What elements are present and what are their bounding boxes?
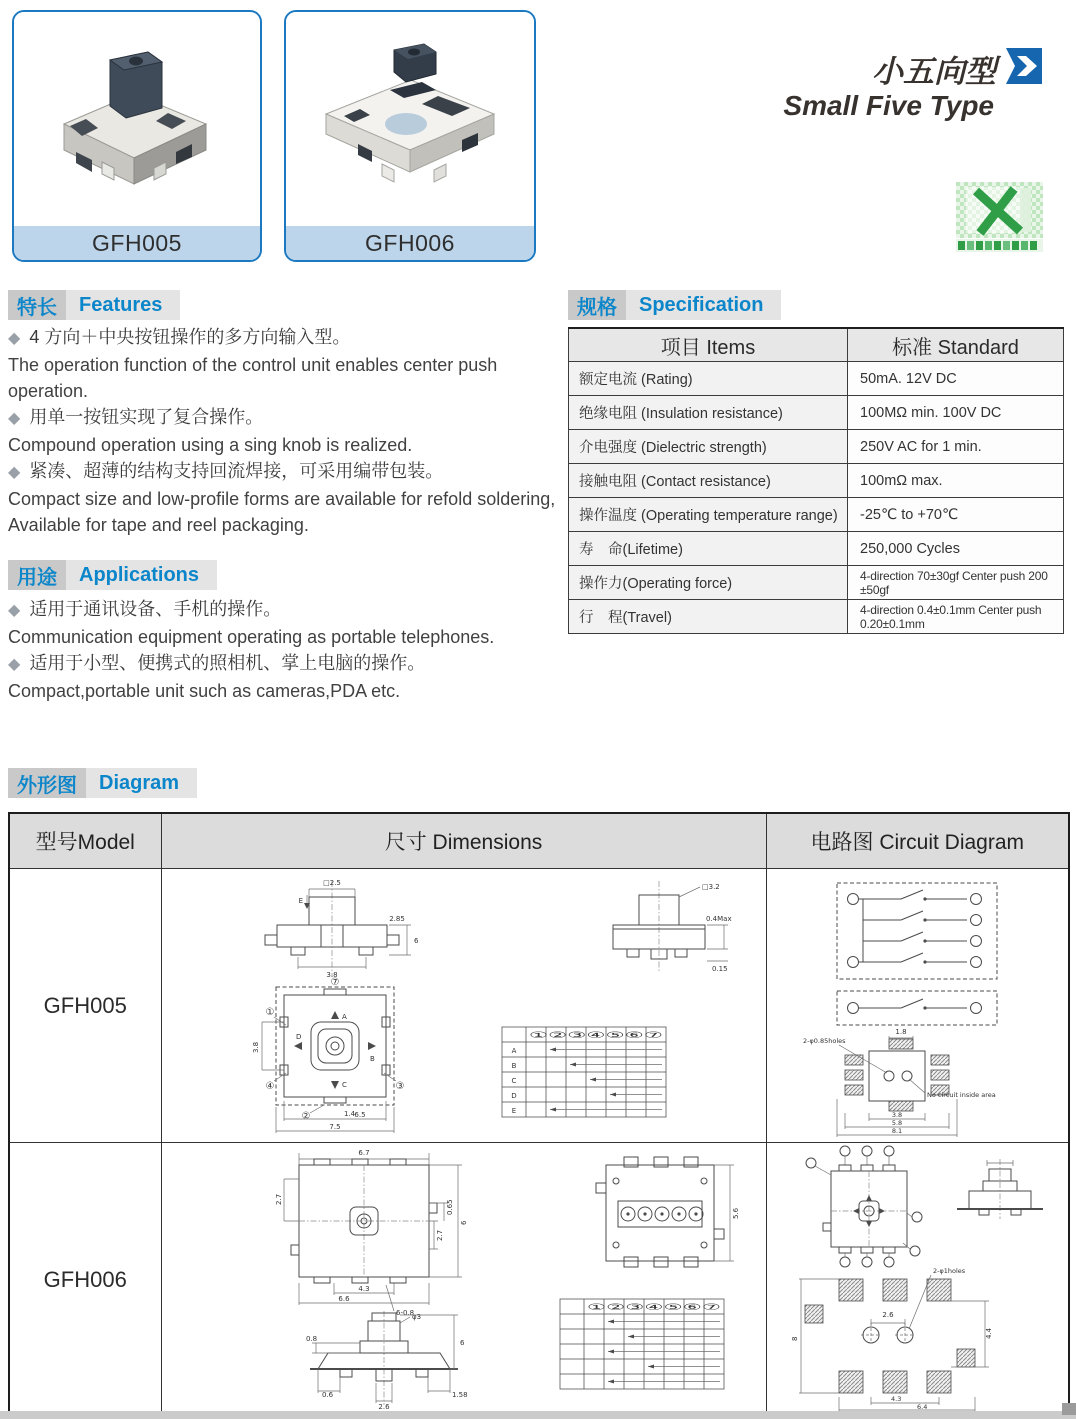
- pin-number: ②: [301, 1111, 310, 1122]
- product-label-band: [14, 226, 260, 260]
- spec-item: 行 程(Travel): [569, 600, 848, 634]
- function-row-label: B: [511, 1062, 516, 1070]
- dim-label: 3.8: [891, 1111, 902, 1119]
- diagram-col-circuit: 电路图 Circuit Diagram: [766, 813, 1069, 869]
- diamond-bullet-icon: ◆: [8, 602, 21, 619]
- function-row-label: D: [510, 1092, 517, 1100]
- dim-label: 8.1: [891, 1127, 902, 1135]
- function-table-pins: ①②③④⑤⑥⑦: [528, 1031, 663, 1041]
- spec-standard: 100mΩ max.: [848, 464, 1064, 498]
- table-row: [569, 430, 1064, 464]
- diagram-tab-cn: 外形图: [8, 768, 86, 798]
- features-text: [8, 324, 560, 538]
- dim-label: 6.4: [916, 1403, 927, 1411]
- table-row: [569, 498, 1064, 532]
- feature-item-cn: 4 方向＋中央按钮操作的多方向输入型。: [29, 327, 351, 347]
- features-section-header: [8, 290, 180, 320]
- pin-number: ③: [395, 1081, 404, 1092]
- spec-standard: 250V AC for 1 min.: [848, 430, 1064, 464]
- table-row: [569, 566, 1064, 600]
- gfh005-dimensions-cell: [161, 869, 766, 1143]
- spec-standard: 50mA. 12V DC: [848, 362, 1064, 396]
- diamond-bullet-icon: ◆: [8, 464, 21, 481]
- specification-section-header: [568, 290, 781, 320]
- gfh005-function-table: [502, 1027, 666, 1117]
- dim-label: 4.3: [890, 1395, 901, 1403]
- dim-label: 7.5: [328, 1123, 341, 1131]
- table-row: [9, 1143, 1069, 1418]
- spec-header-row: [569, 328, 1064, 362]
- dim-label: 2.85: [388, 915, 405, 923]
- table-row: [569, 532, 1064, 566]
- spec-item: 额定电流 (Rating): [569, 362, 848, 396]
- spec-standard: 100MΩ min. 100V DC: [848, 396, 1064, 430]
- gfh006-dimensions-drawing: [162, 1143, 765, 1411]
- dim-label: E: [298, 897, 303, 905]
- table-row: [569, 600, 1064, 634]
- application-item-en: Communication equipment operating as portable telephones.: [8, 627, 495, 647]
- function-row-label: C: [511, 1077, 516, 1085]
- diamond-bullet-icon: ◆: [8, 410, 21, 427]
- dim-label: φ3: [411, 1313, 421, 1321]
- dim-label: 4.3: [357, 1285, 370, 1293]
- feature-item-cn: 用单一按钮实现了复合操作。: [29, 407, 264, 427]
- gfh006-circuit-drawing: [767, 1143, 1068, 1411]
- dim-label: 1.58: [451, 1391, 468, 1399]
- specification-tab-cn: 规格: [568, 290, 626, 320]
- model-cell: GFH006: [9, 1143, 161, 1418]
- pin-number: ①: [265, 1007, 274, 1018]
- page-bottom-strip: [0, 1411, 1076, 1419]
- dim-label: 2.7: [435, 1229, 444, 1241]
- direction-label: B: [369, 1055, 375, 1063]
- specification-table: [568, 327, 1064, 634]
- dim-label: 2.6: [881, 1311, 894, 1319]
- dim-label: 3.8: [325, 971, 338, 979]
- table-row: [9, 869, 1069, 1143]
- dim-label: 6.5: [353, 1111, 366, 1119]
- gfh006-circuit-cell: [766, 1143, 1069, 1418]
- spec-standard: 250,000 Cycles: [848, 532, 1064, 566]
- gfh006-switch-image: [286, 12, 530, 224]
- gfh006-land-pattern: [791, 1267, 993, 1411]
- applications-section-header: [8, 560, 217, 590]
- dim-label: 6.7: [357, 1149, 370, 1157]
- spec-standard: 4-direction 70±30gf Center push 200 ±50gf: [848, 566, 1064, 600]
- function-table-pins: ①②③④⑤⑥⑦: [586, 1303, 721, 1313]
- dim-label: 6-0.8: [395, 1309, 414, 1317]
- application-item-en: Compact,portable unit such as cameras,PDA etc.: [8, 681, 401, 701]
- diagram-section-header: [8, 768, 197, 798]
- diamond-bullet-icon: ◆: [8, 656, 21, 673]
- product-label: GFH006: [365, 229, 455, 256]
- spec-col-items: 项目 Items: [569, 328, 848, 362]
- gfh006-product-photo: [286, 12, 534, 226]
- dim-label: 0.8: [305, 1335, 317, 1343]
- dim-label: 6.6: [337, 1295, 350, 1303]
- diagram-header-row: [9, 813, 1069, 869]
- function-row-label: E: [511, 1107, 516, 1115]
- gfh006-dimensions-cell: [161, 1143, 766, 1418]
- application-item-cn: 适用于通讯设备、手机的操作。: [29, 599, 282, 619]
- specification-tab-en: Specification: [626, 290, 781, 320]
- product-card-gfh006: [284, 10, 536, 262]
- table-row: [569, 396, 1064, 430]
- table-row: [569, 464, 1064, 498]
- spec-item: 接触电阻 (Contact resistance): [569, 464, 848, 498]
- product-label: GFH005: [92, 229, 182, 256]
- feature-item-cn: 紧凑、超薄的结构支持回流焊接，可采用编带包装。: [29, 461, 444, 481]
- page-corner-mark: [1062, 1403, 1076, 1415]
- holes-label: 2-φ0.85holes: [802, 1037, 846, 1045]
- gfh005-schematic-4sw: [837, 883, 997, 979]
- certification-logo: [956, 182, 1043, 252]
- dim-label: 0.4Max: [705, 915, 732, 923]
- diagram-tab-en: Diagram: [86, 768, 197, 798]
- note-label: No circuit inside area: [926, 1091, 996, 1099]
- spec-col-standard: 标准 Standard: [848, 328, 1064, 362]
- application-item-cn: 适用于小型、便携式的照相机、掌上电脑的操作。: [29, 653, 426, 673]
- applications-tab-en: Applications: [66, 560, 217, 590]
- dim-label: □2.5: [322, 879, 341, 887]
- gfh006-side-view: [957, 1159, 1043, 1219]
- direction-label: D: [295, 1033, 301, 1041]
- feature-item-en: Compound operation using a sing knob is realized.: [8, 435, 413, 455]
- double-chevron-right-icon: [1006, 48, 1042, 84]
- dim-label: 0.65: [445, 1199, 454, 1215]
- spec-item: 介电强度 (Dielectric strength): [569, 430, 848, 464]
- feature-item-en: The operation function of the control unit enables center push operation.: [8, 355, 498, 401]
- dim-label: 0.15: [711, 965, 728, 973]
- dim-label: 4.4: [984, 1327, 993, 1339]
- model-cell: GFH005: [9, 869, 161, 1143]
- gfh006-function-table: [560, 1299, 724, 1389]
- gfh005-circuit-drawing: [767, 869, 1068, 1137]
- dim-label: 5.8: [891, 1119, 902, 1127]
- features-tab-en: Features: [66, 290, 180, 320]
- diagram-table: [8, 812, 1070, 1418]
- dim-label: 8: [790, 1336, 799, 1341]
- dim-label: 0.6: [321, 1391, 333, 1399]
- applications-text: [8, 596, 560, 704]
- spec-standard: 4-direction 0.4±0.1mm Center push 0.20±0.1mm: [848, 600, 1064, 634]
- product-label-band: [286, 226, 534, 260]
- feature-item-en: Compact size and low-profile forms are available for refold soldering, Available for tape and reel packaging.: [8, 489, 556, 535]
- gfh005-circuit-cell: [766, 869, 1069, 1143]
- dim-label: 1.8: [894, 1028, 907, 1036]
- gfh005-switch-image: [14, 12, 256, 224]
- dim-label: 6: [413, 937, 418, 945]
- page-title-cn: 小五向型: [872, 54, 996, 89]
- gfh005-product-photo: [14, 12, 260, 226]
- holes-label: 2-φ1holes: [932, 1267, 965, 1275]
- diagram-col-model: 型号Model: [9, 813, 161, 869]
- dim-label: 2.7: [274, 1193, 283, 1205]
- dim-label: 2.6: [377, 1403, 390, 1411]
- diamond-bullet-icon: ◆: [8, 330, 21, 347]
- gfh006-top-view: [806, 1146, 922, 1267]
- dim-label: 6: [459, 1220, 468, 1225]
- page-title-en: Small Five Type: [783, 90, 994, 121]
- table-row: [569, 362, 1064, 396]
- pin-number: ⑦: [330, 977, 339, 988]
- dim-label: 1.4: [343, 1110, 355, 1118]
- spec-standard: -25℃ to +70℃: [848, 498, 1064, 532]
- gfh005-dimensions-drawing: [162, 869, 765, 1137]
- features-tab-cn: 特长: [8, 290, 66, 320]
- product-card-gfh005: [12, 10, 262, 262]
- dim-label: 3.8: [251, 1041, 260, 1053]
- direction-label: A: [341, 1013, 347, 1021]
- spec-item: 寿 命(Lifetime): [569, 532, 848, 566]
- dim-label: 6: [459, 1339, 464, 1347]
- spec-item: 操作力(Operating force): [569, 566, 848, 600]
- function-row-label: A: [511, 1047, 516, 1055]
- spec-item: 绝缘电阻 (Insulation resistance): [569, 396, 848, 430]
- dim-label: 5.6: [731, 1207, 740, 1219]
- diagram-col-dimensions: 尺寸 Dimensions: [161, 813, 766, 869]
- direction-label: C: [341, 1081, 347, 1089]
- applications-tab-cn: 用途: [8, 560, 66, 590]
- dim-label: □3.2: [701, 883, 720, 891]
- pin-number: ④: [265, 1081, 274, 1092]
- gfh005-schematic-1sw: [837, 991, 997, 1025]
- gfh005-land-pattern: [803, 1028, 996, 1137]
- spec-item: 操作温度 (Operating temperature range): [569, 498, 848, 532]
